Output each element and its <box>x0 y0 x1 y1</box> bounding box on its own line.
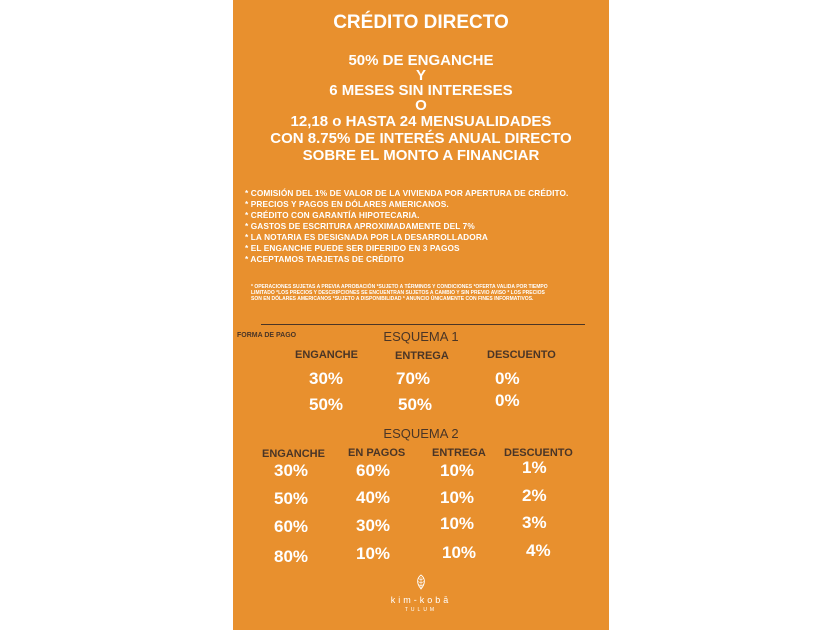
scheme2-cell: 10% <box>440 514 475 533</box>
scheme2-cell: 60% <box>356 461 391 480</box>
scheme2-header: EN PAGOS <box>348 447 406 459</box>
scheme1-cell: 30% <box>309 369 344 388</box>
scheme2-cell: 10% <box>442 543 477 562</box>
scheme2-header: ENTREGA <box>432 447 486 459</box>
scheme2-title: ESQUEMA 2 <box>383 426 459 441</box>
bullet-item: * EL ENGANCHE PUEDE SER DIFERIDO EN 3 PAGOS <box>245 243 460 253</box>
fine-print: * OPERACIONES SUJETAS A PREVIA APROBACIÓN *SUJETO A TÉRMINOS Y CONDICIONES *OFERTA VALIDA POR TIEMPO LIMITADO *LOS PRECIOS Y DESCRIPCIONES SE ENCUENTRAN SUJETOS A CAMBIO Y SIN PREVIO AVISO * LOS PRECIOS SON EN DÓLARES AMERICANOS *SUJETO A DISPONIBILIDAD * ANUNCIO ÚNICAMENTE CON FINES INFORMATIVOS. <box>251 284 548 302</box>
scheme2-header: DESCUENTO <box>504 447 573 459</box>
scheme2-cell: 40% <box>356 488 391 507</box>
logo-subtitle: TULUM <box>404 607 438 613</box>
scheme1-cell: 70% <box>396 369 431 388</box>
headline-line: O <box>415 97 427 114</box>
scheme2-cell: 1% <box>522 458 547 477</box>
scheme2-cell: 10% <box>440 488 475 507</box>
leaf-emblem-icon <box>414 574 428 590</box>
scheme1-title: ESQUEMA 1 <box>383 329 459 344</box>
scheme2-cell: 80% <box>274 547 309 566</box>
scheme2-cell: 4% <box>526 541 551 560</box>
payment-form-label: FORMA DE PAGO <box>237 332 297 339</box>
scheme1-cell: 50% <box>398 395 433 414</box>
divider <box>261 324 585 325</box>
headline-line: CON 8.75% DE INTERÉS ANUAL DIRECTO <box>270 130 572 147</box>
headline-line: 50% DE ENGANCHE <box>348 52 494 69</box>
scheme2-cell: 50% <box>274 489 309 508</box>
scheme2-cell: 10% <box>356 544 391 563</box>
scheme1-cell: 0% <box>495 369 520 388</box>
scheme2-header: ENGANCHE <box>262 448 325 460</box>
page-title: CRÉDITO DIRECTO <box>333 12 509 33</box>
scheme2-cell: 2% <box>522 486 547 505</box>
headline-line: 6 MESES SIN INTERESES <box>329 82 513 99</box>
bullet-item: * LA NOTARIA ES DESIGNADA POR LA DESARROLLADORA <box>245 232 489 242</box>
scheme1-header: ENTREGA <box>395 350 449 362</box>
scheme2-cell: 10% <box>440 461 475 480</box>
scheme1-header: DESCUENTO <box>487 349 556 361</box>
bullet-item: * GASTOS DE ESCRITURA APROXIMADAMENTE DEL 7% <box>245 221 475 231</box>
scheme2-cell: 3% <box>522 513 547 532</box>
scheme2-cell: 30% <box>274 461 309 480</box>
credit-flyer <box>233 0 609 630</box>
headline-line: SOBRE EL MONTO A FINANCIAR <box>302 147 540 164</box>
logo-name: kim-kobā <box>390 595 452 605</box>
scheme1-cell: 0% <box>495 391 520 410</box>
scheme1-cell: 50% <box>309 395 344 414</box>
scheme2-cell: 30% <box>356 516 391 535</box>
bullet-item: * PRECIOS Y PAGOS EN DÓLARES AMERICANOS. <box>245 199 449 209</box>
bullet-item: * CRÉDITO CON GARANTÍA HIPOTECARIA. <box>245 210 420 220</box>
scheme2-cell: 60% <box>274 517 309 536</box>
scheme1-header: ENGANCHE <box>295 349 358 361</box>
brand-logo <box>233 574 609 613</box>
headline-line: Y <box>415 67 426 84</box>
bullet-item: * COMISIÓN DEL 1% DE VALOR DE LA VIVIENDA POR APERTURA DE CRÉDITO. <box>245 188 569 198</box>
bullet-item: * ACEPTAMOS TARJETAS DE CRÉDITO <box>245 254 404 264</box>
headline-line: 12,18 o HASTA 24 MENSUALIDADES <box>290 113 552 130</box>
